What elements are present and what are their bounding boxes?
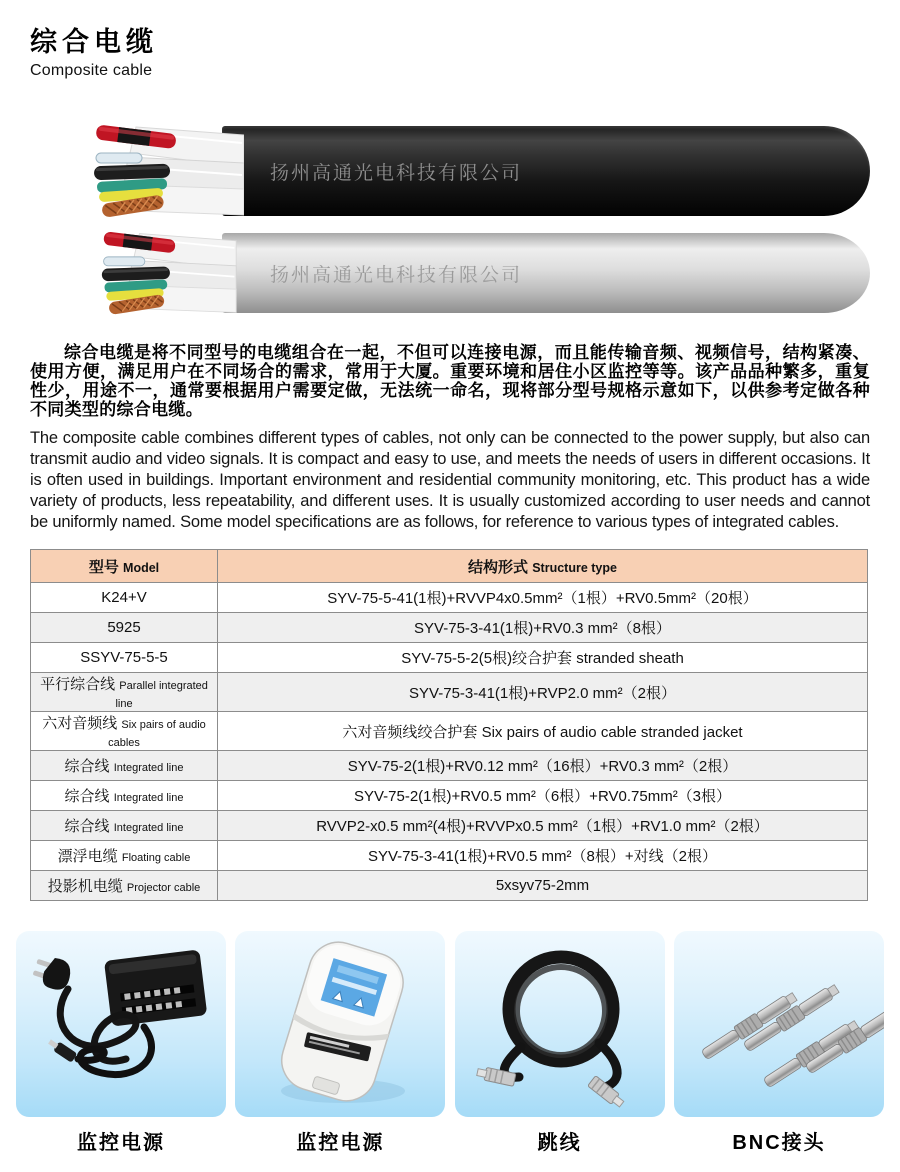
page-title: 综合电缆 xyxy=(30,27,158,57)
product-label: BNC接头 xyxy=(732,1132,826,1154)
table-row xyxy=(31,781,868,811)
structure-cell: SYV-75-3-41(1根)+RVP2.0 mm²（2根） xyxy=(218,673,868,712)
bnc-connectors-icon xyxy=(674,931,884,1117)
header-model-en: Model xyxy=(123,560,160,575)
header-model-cn: 型号 xyxy=(88,558,119,576)
structure-cell: SYV-75-3-41(1根)+RV0.3 mm²（8根） xyxy=(218,613,868,643)
table-row xyxy=(31,583,868,613)
cable-jacket-black xyxy=(222,126,870,216)
product-label: 监控电源 xyxy=(77,1132,165,1154)
stripped-wires-illustration xyxy=(94,123,244,219)
structure-cell: 5xsyv75-2mm xyxy=(218,871,868,901)
model-cell: 六对音频线 Six pairs of audio cables xyxy=(31,712,218,751)
product-card xyxy=(235,931,445,1155)
structure-cell: SYV-75-3-41(1根)+RV0.5 mm²（8根）+对线（2根） xyxy=(218,841,868,871)
jumper-cable-photo xyxy=(455,931,665,1117)
header-structure-cn: 结构形式 xyxy=(468,558,529,576)
model-cell: 投影机电缆 Projector cable xyxy=(31,871,218,901)
stripped-wires-illustration xyxy=(94,230,244,316)
product-gallery xyxy=(8,931,892,1155)
model-cell: 综合线 Integrated line xyxy=(31,751,218,781)
cable-photo-gray xyxy=(94,233,870,313)
model-cell: 平行综合线 Parallel integrated line xyxy=(31,673,218,712)
product-card xyxy=(455,931,665,1155)
structure-cell: SYV-75-2(1根)+RV0.12 mm²（16根）+RV0.3 mm²（2根） xyxy=(218,751,868,781)
model-cell: SSYV-75-5-5 xyxy=(31,643,218,673)
table-row xyxy=(31,673,868,712)
jumper-cable-icon xyxy=(455,931,665,1117)
table-header-structure xyxy=(218,550,868,583)
header-structure-en: Structure type xyxy=(532,560,617,575)
white-ac-adapter-icon xyxy=(235,931,445,1117)
table-header-row xyxy=(31,550,868,583)
black-power-adapter-photo xyxy=(16,931,226,1117)
model-cell: 漂浮电缆 Floating cable xyxy=(31,841,218,871)
page-subtitle: Composite cable xyxy=(30,62,153,79)
table-row xyxy=(31,712,868,751)
bnc-connectors-photo xyxy=(674,931,884,1117)
cable-photos xyxy=(94,126,870,313)
model-cell: 5925 xyxy=(31,613,218,643)
black-power-adapter-icon xyxy=(16,931,226,1117)
table-row xyxy=(31,643,868,673)
structure-cell: 六对音频线绞合护套 Six pairs of audio cable stranded jacket xyxy=(218,712,868,751)
table-row xyxy=(31,751,868,781)
table-row xyxy=(31,811,868,841)
structure-cell: SYV-75-2(1根)+RV0.5 mm²（6根）+RV0.75mm²（3根） xyxy=(218,781,868,811)
model-cell: 综合线 Integrated line xyxy=(31,781,218,811)
table-row xyxy=(31,613,868,643)
table-row xyxy=(31,871,868,901)
model-cell: K24+V xyxy=(31,583,218,613)
structure-cell: SYV-75-5-41(1根)+RVVP4x0.5mm²（1根）+RV0.5mm²（20根） xyxy=(218,583,868,613)
structure-cell: RVVP2-x0.5 mm²(4根)+RVVPx0.5 mm²（1根）+RV1.0 mm²（2根） xyxy=(218,811,868,841)
model-cell: 综合线 Integrated line xyxy=(31,811,218,841)
page-header xyxy=(30,20,870,80)
product-label: 监控电源 xyxy=(296,1132,385,1154)
cable-photo-black xyxy=(94,126,870,216)
product-card xyxy=(16,931,226,1155)
table-header-model xyxy=(31,550,218,583)
cable-jacket-gray xyxy=(222,233,870,313)
watermark-text: 扬州高通光电科技有限公司 xyxy=(270,264,523,286)
product-label: 跳线 xyxy=(537,1132,582,1154)
watermark-text: 扬州高通光电科技有限公司 xyxy=(270,162,523,184)
structure-cell: SYV-75-5-2(5根)绞合护套 stranded sheath xyxy=(218,643,868,673)
product-card xyxy=(674,931,884,1155)
intro-paragraph-cn: 综合电缆是将不同型号的电缆组合在一起，不但可以连接电源，而且能传输音频、视频信号，结构紧凑、使用方便，满足用户在不同场合的需求，常用于大厦。重要环境和居住小区监控等等。该产品品种繁多，重复性少，用途不一，通常要根据用户需要定做，无法统一命名，现将部分型号规格示意如下，以供参考定做各种不同类型的综合电缆。 xyxy=(30,343,870,419)
table-row xyxy=(31,841,868,871)
spec-table xyxy=(30,549,868,901)
white-ac-adapter-photo xyxy=(235,931,445,1117)
intro-paragraph-en: The composite cable combines different types of cables, not only can be connected to the power supply, but also can transmit audio and video signals. It is compact and easy to use, and meets the needs of users in different occasions. It is often used in buildings. Important environment and residential community monitoring, etc. This product has a wide variety of products, less repeatability, and different uses. It is usually customized according to user needs and cannot be uniformly named. Some model specifications are as follows, for reference to various types of integrated cables. xyxy=(30,429,870,531)
